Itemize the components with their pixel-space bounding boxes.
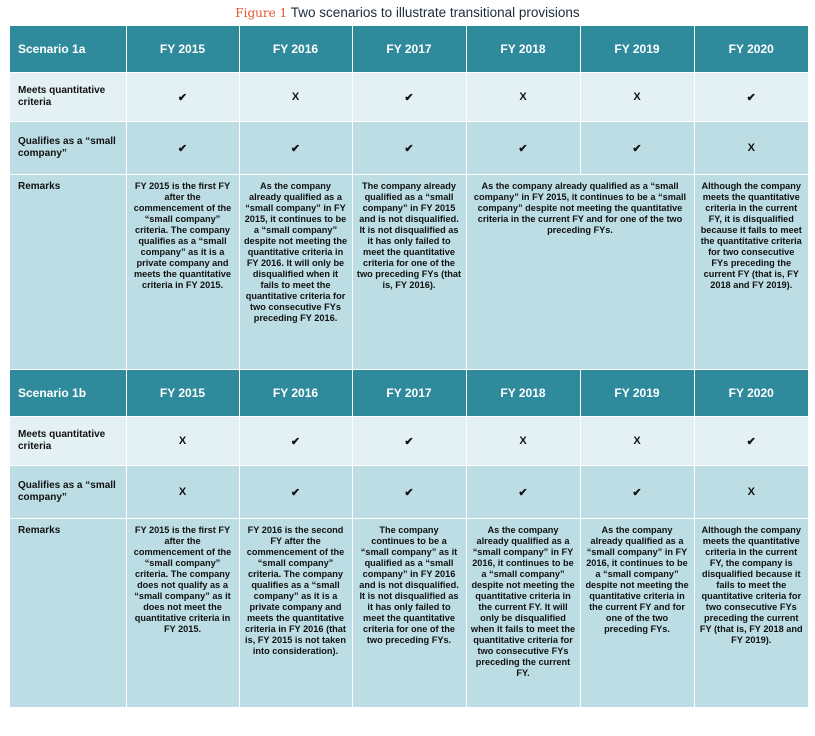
remark-cell-merged: As the company already qualified as a “small company” in FY 2015, it continues to be a “small company” despite not meeting the quantitative criteria in the current FY and for one of the two preceding FYs. bbox=[466, 175, 694, 370]
scenario-1a-remarks-row bbox=[10, 175, 808, 370]
qualifies-mark: ✔ bbox=[239, 466, 352, 519]
scenario-1a-meets-row bbox=[10, 73, 808, 122]
meets-mark: X bbox=[239, 73, 352, 122]
year-header: FY 2019 bbox=[580, 370, 694, 417]
remark-cell: As the company already qualified as a “small company” in FY 2016, it continues to be a “small company” despite not meeting the quantitative criteria in the current FY and for one of the two preceding FYs. bbox=[580, 519, 694, 708]
meets-mark: ✔ bbox=[126, 73, 239, 122]
scenario-1b-header-row bbox=[10, 370, 808, 417]
row-label-remarks: Remarks bbox=[10, 519, 126, 708]
figure-title-text: Two scenarios to illustrate transitional provisions bbox=[290, 5, 580, 20]
qualifies-mark: X bbox=[694, 466, 808, 519]
meets-mark: X bbox=[580, 417, 694, 466]
qualifies-mark: X bbox=[126, 466, 239, 519]
scenario-1a-qualifies-row bbox=[10, 122, 808, 175]
row-label-qualifies: Qualifies as a “small company” bbox=[10, 122, 126, 175]
remark-cell: The company continues to be a “small company” as it qualified as a “small company” in FY 2016 and is not disqualified. It is not disqualified as it has only failed to meet the quantitative criteria for one of the two preceding FYs. bbox=[352, 519, 466, 708]
qualifies-mark: ✔ bbox=[580, 466, 694, 519]
remark-cell: Although the company meets the quantitative criteria in the current FY, it is disqualified because it fails to meet the quantitative criteria for two consecutive FYs preceding the current FY (that is, FY 2018 and FY 2019). bbox=[694, 175, 808, 370]
qualifies-mark: ✔ bbox=[466, 122, 580, 175]
remark-cell: FY 2016 is the second FY after the commencement of the “small company” criteria. The company qualifies as a “small company” as it is a private company and meets the quantitative criteria in FY 2016 (that is, FY 2015 is not taken into consideration). bbox=[239, 519, 352, 708]
scenario-1b-qualifies-row bbox=[10, 466, 808, 519]
meets-mark: X bbox=[580, 73, 694, 122]
remark-cell: FY 2015 is the first FY after the commencement of the “small company” criteria. The company does not qualify as a “small company” as it does not meet the quantitative criteria in FY 2015. bbox=[126, 519, 239, 708]
year-header: FY 2017 bbox=[352, 26, 466, 73]
year-header: FY 2016 bbox=[239, 370, 352, 417]
scenario-1b-label: Scenario 1b bbox=[10, 370, 126, 417]
scenario-1a-header-row bbox=[10, 26, 808, 73]
qualifies-mark: ✔ bbox=[580, 122, 694, 175]
meets-mark: X bbox=[466, 73, 580, 122]
qualifies-mark: ✔ bbox=[126, 122, 239, 175]
row-label-qualifies: Qualifies as a “small company” bbox=[10, 466, 126, 519]
remark-cell: As the company already qualified as a “small company” in FY 2016, it continues to be a “small company” despite not meeting the quantitative criteria in the current FY. It will only be disqualified when it fails to meet the quantitative criteria for two consecutive FYs preceding the current FY. bbox=[466, 519, 580, 708]
scenario-1b-meets-row bbox=[10, 417, 808, 466]
scenario-1a-label: Scenario 1a bbox=[10, 26, 126, 73]
meets-mark: ✔ bbox=[352, 73, 466, 122]
year-header: FY 2015 bbox=[126, 26, 239, 73]
row-label-meets: Meets quantitative criteria bbox=[10, 73, 126, 122]
row-label-remarks: Remarks bbox=[10, 175, 126, 370]
year-header: FY 2019 bbox=[580, 26, 694, 73]
year-header: FY 2020 bbox=[694, 26, 808, 73]
qualifies-mark: ✔ bbox=[352, 122, 466, 175]
year-header: FY 2020 bbox=[694, 370, 808, 417]
year-header: FY 2016 bbox=[239, 26, 352, 73]
meets-mark: ✔ bbox=[694, 73, 808, 122]
figure-title bbox=[0, 0, 815, 26]
meets-mark: ✔ bbox=[352, 417, 466, 466]
year-header: FY 2018 bbox=[466, 370, 580, 417]
remark-cell: Although the company meets the quantitative criteria in the current FY, the company is disqualified because it fails to meet the quantitative criteria for two consecutive FYs preceding the current FY (that is, FY 2018 and FY 2019). bbox=[694, 519, 808, 708]
meets-mark: X bbox=[466, 417, 580, 466]
remark-cell: As the company already qualified as a “small company” in FY 2015, it continues to be a “small company” despite not meeting the quantitative criteria in FY 2016. It will only be disqualified when it fails to meet the quantitative criteria for two consecutive FYs preceding FY 2016. bbox=[239, 175, 352, 370]
transitional-provisions-table bbox=[10, 26, 808, 708]
meets-mark: ✔ bbox=[694, 417, 808, 466]
scenario-1b-remarks-row bbox=[10, 519, 808, 708]
meets-mark: X bbox=[126, 417, 239, 466]
year-header: FY 2015 bbox=[126, 370, 239, 417]
qualifies-mark: ✔ bbox=[466, 466, 580, 519]
year-header: FY 2017 bbox=[352, 370, 466, 417]
year-header: FY 2018 bbox=[466, 26, 580, 73]
qualifies-mark: ✔ bbox=[239, 122, 352, 175]
row-label-meets: Meets quantitative criteria bbox=[10, 417, 126, 466]
qualifies-mark: X bbox=[694, 122, 808, 175]
qualifies-mark: ✔ bbox=[352, 466, 466, 519]
remark-cell: The company already qualified as a “small company” in FY 2015 and is not disqualified. It is not disqualified as it has only failed to meet the quantitative criteria for one of the two preceding FYs (that is, FY 2016). bbox=[352, 175, 466, 370]
remark-cell: FY 2015 is the first FY after the commencement of the “small company” criteria. The company qualifies as a “small company” as it is a private company and meets the quantitative criteria in FY 2015. bbox=[126, 175, 239, 370]
meets-mark: ✔ bbox=[239, 417, 352, 466]
figure-label: Figure 1 bbox=[235, 6, 288, 20]
